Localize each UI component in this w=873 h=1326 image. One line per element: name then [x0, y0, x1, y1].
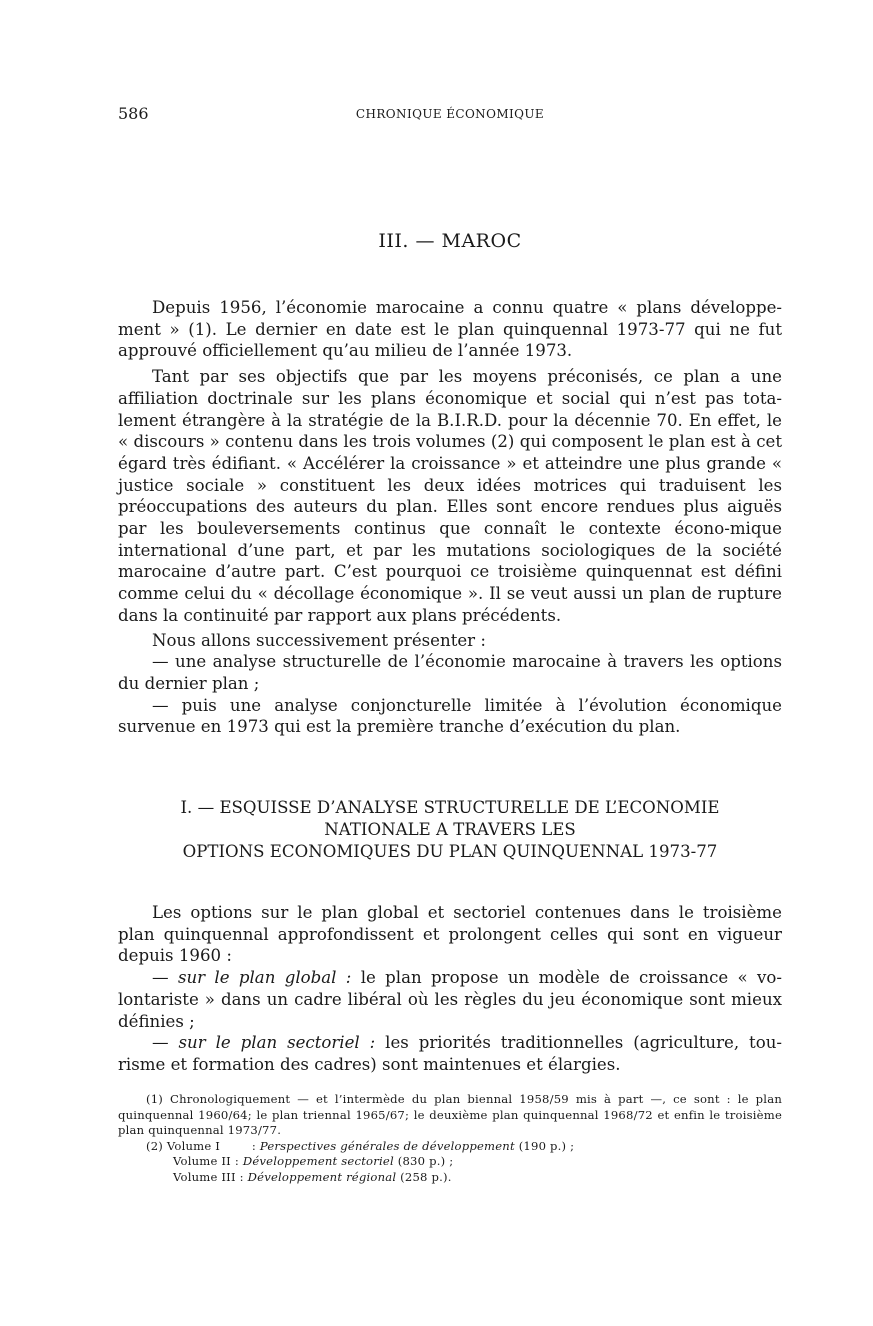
footnotes: [118, 1092, 782, 1186]
list-item-text: les priorités traditionnelles (agriculture, tou-risme et formation des cadres) sont maintenues et élargies.: [118, 1033, 782, 1074]
dash: —: [152, 968, 178, 988]
footnote-2-volume-3: [118, 1170, 782, 1186]
sep: :: [230, 1154, 243, 1169]
subsection-title-line-3: OPTIONS ECONOMIQUES DU PLAN QUINQUENNAL 1973-77: [182, 842, 718, 861]
volume-3-label: Volume III: [173, 1169, 236, 1184]
footnote-2: [118, 1139, 782, 1155]
emphasis-sectoriel: sur le plan sectoriel :: [178, 1033, 376, 1053]
intro-section: [118, 297, 782, 738]
footnote-1: (1) Chronologiquement — et l’intermède du plan biennal 1958/59 mis à part —, ce sont : le plan quinquennal 1960/64; le plan triennal 1965/67; le deuxième plan quinquennal 1968/72 et enfin le troisième plan quinquennal 1973/77.: [118, 1092, 782, 1138]
subsection-title-line-2: NATIONALE A TRAVERS LES: [324, 820, 576, 839]
volume-2-title: Développement sectoriel: [242, 1154, 394, 1169]
running-head: [118, 104, 782, 126]
intro-paragraph-2: Tant par ses objectifs que par les moyens préconisés, ce plan a une affiliation doctrinale sur les plans économique et social qui n’est pas tota-lement étrangère à la stratégie de la B.I.R.D. pour la décennie 70. En effet, le « discours » contenu dans les trois volumes (2) qui composent le plan est à cet égard très édifiant. « Accélérer la croissance » et atteindre une plus grande « justice sociale » constituent les deux idées motrices qui traduisent les préoccupations des auteurs du plan. Elles sont encore rendues plus aiguës par les bouleversements continus que connaît le contexte écono-mique international d’une part, et par les mutations sociologiques de la société marocaine d’autre part. C’est pourquoi ce troisième quinquennat est défini comme celui du « décollage économique ». Il se veut aussi un plan de rupture dans la continuité par rapport aux plans précédents.: [118, 367, 782, 625]
sep: :: [235, 1169, 248, 1184]
list-item-text: le plan propose un modèle de croissance « vo-lontariste » dans un cadre libéral où les règles du jeu économique sont mieux définies ;: [118, 968, 783, 1031]
page-number: 586: [118, 104, 149, 123]
subsection-list-item-2: [118, 1032, 782, 1075]
dash: —: [152, 1033, 179, 1053]
volume-3-title: Développement régional: [247, 1169, 397, 1184]
running-title: CHRONIQUE ÉCONOMIQUE: [355, 107, 545, 121]
emphasis-global: sur le plan global :: [177, 968, 352, 988]
subsection-paragraph-1: Les options sur le plan global et sectoriel contenues dans le troisième plan quinquennal approfondissent et prolongent celles qui sont en vigueur depuis 1960 :: [118, 903, 782, 966]
subsection-title: [118, 797, 782, 863]
intro-list-item-2: — puis une analyse conjoncturelle limitée à l’évolution économique survenue en 1973 qui est la première tranche d’exécution du plan.: [118, 695, 782, 737]
volume-2-pages: (830 p.) ;: [393, 1154, 454, 1169]
subsection-title-line-1: I. — ESQUISSE D’ANALYSE STRUCTURELLE DE L’ECONOMIE: [180, 798, 720, 817]
section-title: III. — MAROC: [378, 230, 522, 252]
subsection-body: [118, 902, 782, 1076]
intro-list-item-1: — une analyse structurelle de l’économie marocaine à travers les options du dernier plan ;: [118, 652, 782, 693]
volume-1-title: Perspectives générales de développement: [259, 1138, 515, 1153]
subsection-list-item-1: [118, 967, 782, 1032]
volume-3-pages: (258 p.).: [396, 1169, 452, 1184]
intro-paragraph-3: Nous allons successivement présenter :: [152, 630, 486, 650]
footnote-2-volume-2: [118, 1154, 782, 1170]
sep: :: [247, 1138, 260, 1153]
intro-paragraph-1: Depuis 1956, l’économie marocaine a connu quatre « plans développe-ment » (1). Le dernier en date est le plan quinquennal 1973-77 qui ne fut approuvé officiellement qu’au milieu de l’année 1973.: [118, 298, 782, 361]
footnote-2-label: (2) Volume I: [146, 1138, 221, 1153]
volume-1-pages: (190 p.) ;: [514, 1138, 575, 1153]
volume-2-label: Volume II: [173, 1154, 231, 1169]
